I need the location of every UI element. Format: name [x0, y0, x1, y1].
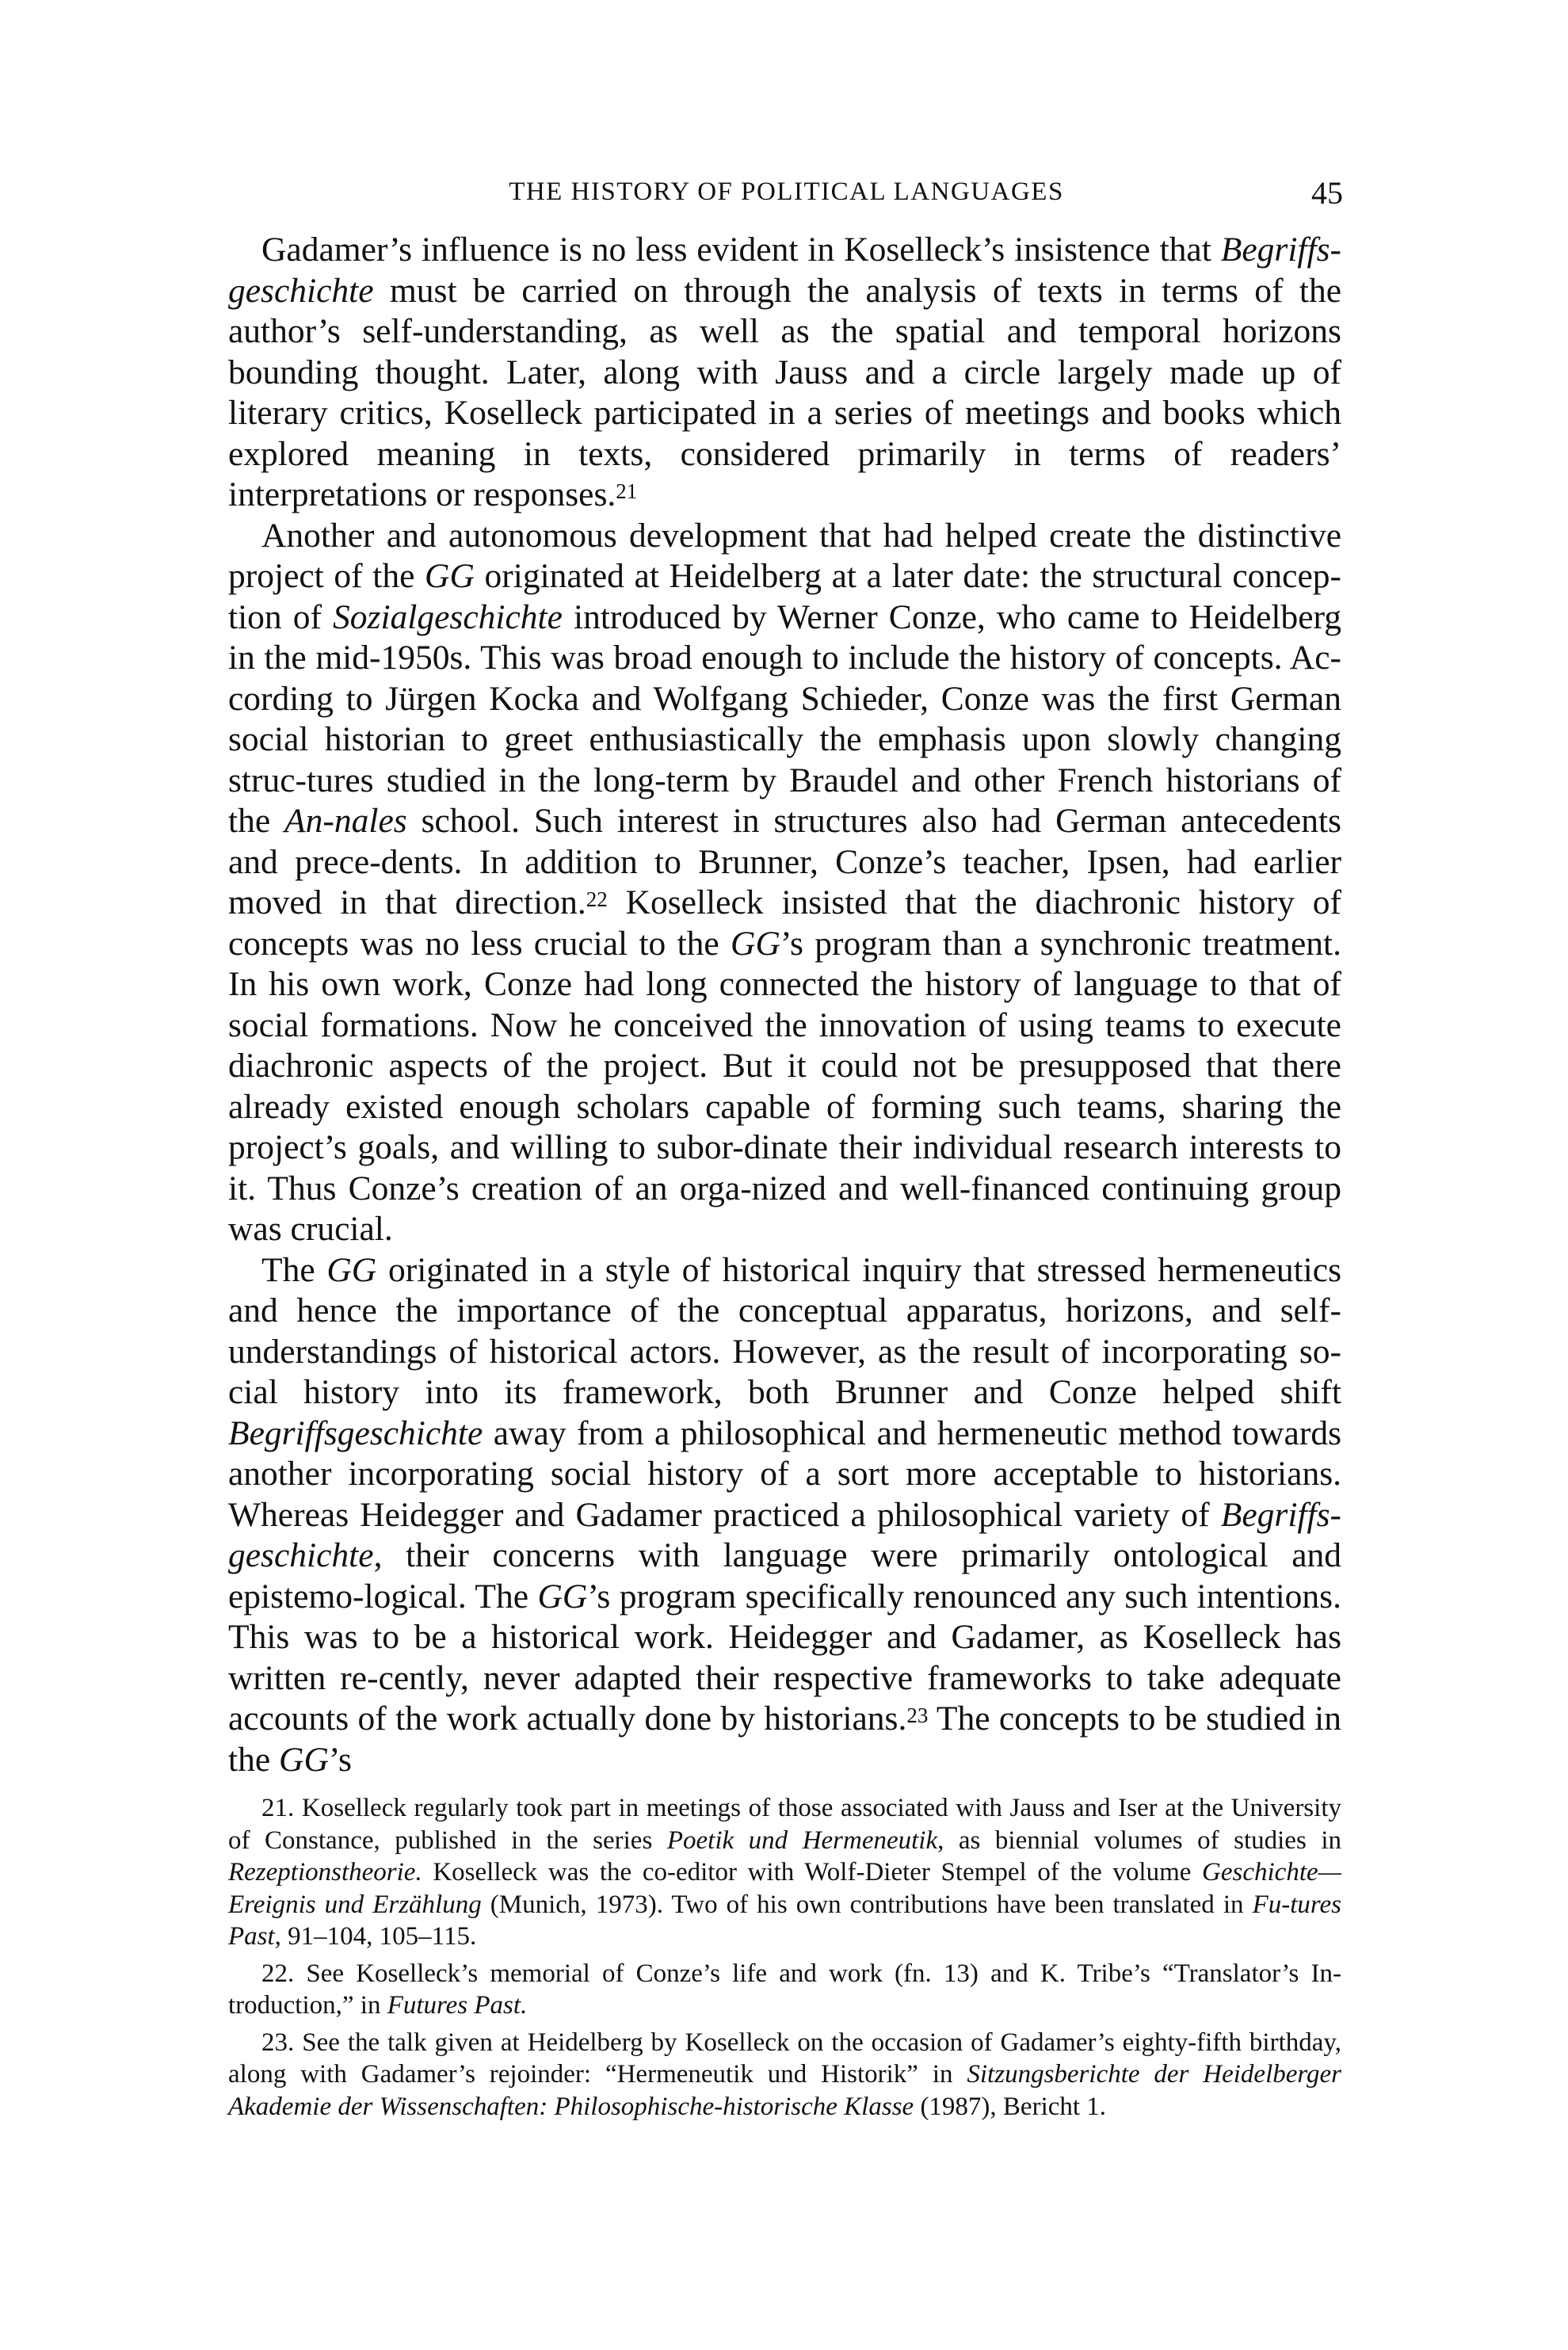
footnote-22 — [228, 1958, 1341, 2022]
text-run: school. Such interest in structures also had German antecedents and prece-dents. In addition to Brunner, Conze’s teacher, Ipsen, had earlier moved in that direction. — [228, 802, 1341, 921]
text-run: The — [261, 1250, 327, 1289]
text-run: ’s program specifically renounced any such intentions. This was to be a historical work. Heidegger and Gadamer, as Koselleck has written re-cently, never adapted their respective frameworks to take adequate accounts of the work actually done by historians. — [228, 1577, 1341, 1738]
italic-term: GG — [731, 924, 780, 963]
italic-term: Begriffs-geschichte — [228, 1495, 1341, 1574]
footnote-21 — [228, 1792, 1341, 1953]
body-text — [228, 230, 1341, 1780]
text-run: 22. See Koselleck’s memorial of Conze’s life and work (fn. 13) and K. Tribe’s “Translator’s In-troduction,” in — [228, 1959, 1341, 2020]
running-header — [230, 174, 1343, 222]
text-run: away from a philosophical and hermeneutic method towards another incorporating social history of a sort more acceptable to historians. Whereas Heidegger and Gadamer practiced a philosophical variety of — [228, 1413, 1341, 1534]
paragraph-3 — [228, 1250, 1341, 1781]
text-run: introduced by Werner Conze, who came to Heidelberg in the mid-1950s. This was broad enough to include the history of concepts. Ac-cording to Jürgen Kocka and Wolfgang Schieder, Conze was the first German social historian to greet enthusiastically the emphasis upon slowly changing struc-tures studied in the long-term by Braudel and other French historians of the — [228, 597, 1341, 840]
text-run: (Munich, 1973). Two of his own contributions have been translated in — [481, 1890, 1253, 1919]
text-run: The concepts to be studied in the — [228, 1700, 1341, 1779]
italic-term: Begriffs-geschichte — [228, 231, 1341, 310]
text-run: originated at Heidelberg at a later date: the structural concep-tion of — [228, 557, 1341, 636]
italic-term: An-nales — [284, 802, 407, 840]
text-run: 23. See the talk given at Heidelberg by Koselleck on the occasion of Gadamer’s eighty-fifth birthday, along with Gadamer’s rejoinder: “Hermeneutik und Historik” in — [228, 2028, 1341, 2089]
text-run: 21. Koselleck regularly took part in meetings of those associated with Jauss and Iser at the University of Constance, published in the series — [228, 1794, 1341, 1855]
italic-term: GG — [425, 557, 475, 595]
text-run: Another and autonomous development that had helped create the distinctive project of the — [228, 516, 1341, 595]
italic-term: Sozialgeschichte — [333, 597, 563, 636]
footnote-23 — [228, 2027, 1341, 2123]
text-run: , their concerns with language were primarily ontological and epistemo-logical. The — [228, 1536, 1341, 1616]
footnote-ref-21: 21 — [616, 479, 638, 503]
text-run: Koselleck insisted that the diachronic history of concepts was no less crucial to the — [228, 883, 1341, 963]
text-run: must be carried on through the analysis of texts in terms of the author’s self-understanding, as well as the spatial and temporal horizons bounding thought. Later, along with Jauss and a circle largely made up of literary critics, Koselleck participated in a series of meetings and books which explored meaning in texts, considered primarily in terms of readers’ interpretations or responses. — [228, 271, 1341, 513]
paragraph-1 — [228, 230, 1341, 516]
italic-title: Sitzungsberichte der Heidelberger Akademie der Wissenschaften: Philosophische-historische Klasse — [228, 2060, 1342, 2121]
text-run: Gadamer’s influence is no less evident in Koselleck’s insistence that — [261, 231, 1221, 269]
text-run: originated in a style of historical inquiry that stressed hermeneutics and hence the importance of the conceptual apparatus, horizons, and self-understandings of historical actors. However, as the result of incorporating so-cial history into its framework, both Brunner and Conze helped shift — [228, 1250, 1341, 1411]
text-run: , 91–104, 105–115. — [274, 1922, 477, 1951]
italic-term: GG — [537, 1577, 588, 1616]
footnotes — [228, 1792, 1341, 2127]
italic-title: Poetik und Hermeneutik — [666, 1825, 938, 1855]
text-run: ’s — [328, 1740, 352, 1779]
page-number: 45 — [1311, 175, 1343, 211]
footnote-ref-22: 22 — [586, 887, 608, 911]
italic-title: Geschichte—Ereignis und Erzählung — [228, 1858, 1341, 1919]
text-run: (1987), Bericht 1. — [914, 2092, 1107, 2121]
paragraph-2 — [228, 516, 1341, 1250]
italic-title: Futures Past. — [387, 1991, 528, 2020]
italic-term: GG — [326, 1250, 377, 1289]
italic-term: GG — [279, 1740, 329, 1779]
text-run: Koselleck was the co-editor with Wolf-Dieter Stempel of the volume — [422, 1858, 1203, 1886]
running-title: THE HISTORY OF POLITICAL LANGUAGES — [509, 177, 1064, 206]
italic-title: Fu-tures Past — [228, 1890, 1341, 1951]
text-run: , as biennial volumes of studies in — [937, 1825, 1341, 1855]
italic-title: Rezeptionstheorie. — [228, 1858, 422, 1886]
text-run: ’s program than a synchronic treatment. In his own work, Conze had long connected the history of language to that of social formations. Now he conceived the innovation of using teams to execute diachronic aspects of the project. But it could not be presupposed that there already existed enough scholars capable of forming such teams, sharing the project’s goals, and willing to subor-dinate their individual research interests to it. Thus Conze’s creation of an orga-nized and well-financed continuing group was crucial. — [228, 924, 1341, 1248]
footnote-ref-23: 23 — [906, 1703, 929, 1727]
italic-term: Begriffsgeschichte — [228, 1413, 483, 1452]
